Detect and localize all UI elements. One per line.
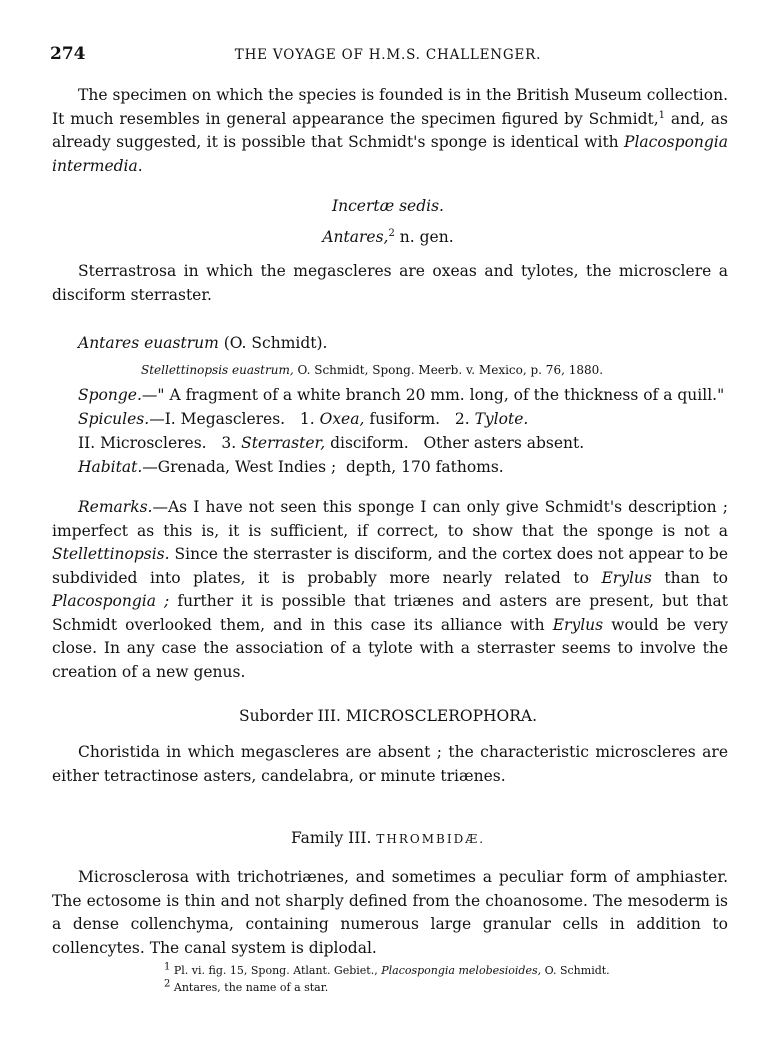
synonym-name: Stellettinopsis euastrum, [141,363,294,377]
synonym-citation [141,363,603,377]
family-definition: Microsclerosa with trichotriænes, and sometimes a peculiar form of amphiaster. The ectosome is thin and not sharply defined from the choanosome. The mesoderm is a dense collenchyma, containing numerous large granular cells in addition to collencytes. The canal system is diplodal. [52,868,728,957]
family-name: THROMBIDÆ. [376,832,486,846]
species-author: (O. Schmidt). [218,334,328,352]
suborder-definition: Choristida in which megascleres are absent ; the characteristic microscleres are either tetractinose asters, candelabra, or minute triænes. [52,743,728,785]
genus-erylus-2: Erylus [552,615,604,634]
footnote-1 [164,961,610,977]
footnote-1-text: Pl. vi. fig. 15, Spong. Atlant. Gebiet., [170,964,382,977]
footnote-2-mark: 2 [164,978,171,990]
remarks-text-4: further it is possible that triænes and asters are present, but that Schmidt overlooked them, and in this case its alliance with [52,592,728,634]
footnote-ref-1: 1 [658,109,666,121]
incertae-text: Incertæ sedis. [332,197,444,215]
oxea-term: Oxea, [319,410,365,428]
remarks-text-1: —As I have not seen this sponge I can only give Schmidt's description ; imperfect as this is, it is sufficient, if correct, to show that the sponge is not a [52,498,728,540]
family-prefix: Family III. [290,829,377,847]
sterraster-term: Sterraster, [241,434,326,452]
remarks-text-2: Since the sterraster is disciform, and the cortex does not appear to be subdivided into plates, it is probably more nearly related to [52,545,728,587]
microscleres-line [78,434,584,452]
footnote-1-species: Placospongia melobesioides, [381,964,542,977]
remarks-paragraph [52,496,728,684]
remarks-text-3: than to [651,568,729,587]
genus-definition: Sterrastrosa in which the megascleres are oxeas and tylotes, the microsclere a disciform sterraster. [52,262,728,304]
spicules-middle: fusiform. 2. [364,410,475,428]
intro-end: . [137,156,143,175]
remarks-text-5: would be very close. In any case the association of a tylote with a sterraster seems to involve the creation of a new genus. [52,615,729,681]
footnote-2-text: Antares, the name of a star. [170,981,329,994]
running-title: THE VOYAGE OF H.M.S. CHALLENGER. [234,47,542,63]
spicules-label: Spicules. [78,410,150,428]
habitat-text: —Grenada, West Indies ; depth, 170 fathoms. [142,458,504,476]
page-header [50,44,726,68]
sponge-label: Sponge. [78,386,142,404]
remarks-label: Remarks. [78,498,153,516]
genus-stellettinopsis: Stellettinopsis. [52,545,170,563]
family-heading [0,829,776,847]
synonym-ref: O. Schmidt, Spong. Meerb. v. Mexico, p. 76, 1880. [293,363,604,377]
footnote-2 [164,978,329,994]
species-heading [78,334,327,352]
habitat-line [78,458,504,476]
intro-text: The specimen on which the species is founded is in the British Museum collection. It much resembles in general appearance the specimen figured by Schmidt, [52,86,728,128]
species-name: Placospongia intermedia [52,133,728,175]
genus-erylus: Erylus [601,568,652,587]
sponge-text: —" A fragment of a white branch 20 mm. long, of the thickness of a quill." [141,386,725,404]
genus-suffix: n. gen. [394,228,454,246]
suborder-heading: Suborder III. MICROSCLEROPHORA. [238,707,538,725]
spicules-line [78,410,528,428]
page-number: 274 [50,44,86,64]
sponge-line [78,386,724,404]
genus-name: Antares, [322,228,389,246]
spicules-text: —I. Megascleres. 1. [149,410,320,428]
genus-placospongia: Placospongia ; [52,592,170,610]
microscleres-text: II. Microscleres. 3. [78,434,242,452]
footnote-1-end: O. Schmidt. [541,964,610,977]
genus-heading [0,228,776,246]
habitat-label: Habitat. [78,458,143,476]
species-title: Antares euastrum [78,334,219,352]
footnote-ref-2: 2 [388,227,395,239]
footnote-1-mark: 1 [164,961,171,973]
microscleres-suffix: disciform. Other asters absent. [325,434,585,452]
intro-text-2: and, as already suggested, it is possible that Schmidt's sponge is identical with [52,109,728,151]
tylote-term: Tylote. [474,410,529,428]
intro-paragraph [52,84,728,178]
incertae-heading [0,197,776,215]
